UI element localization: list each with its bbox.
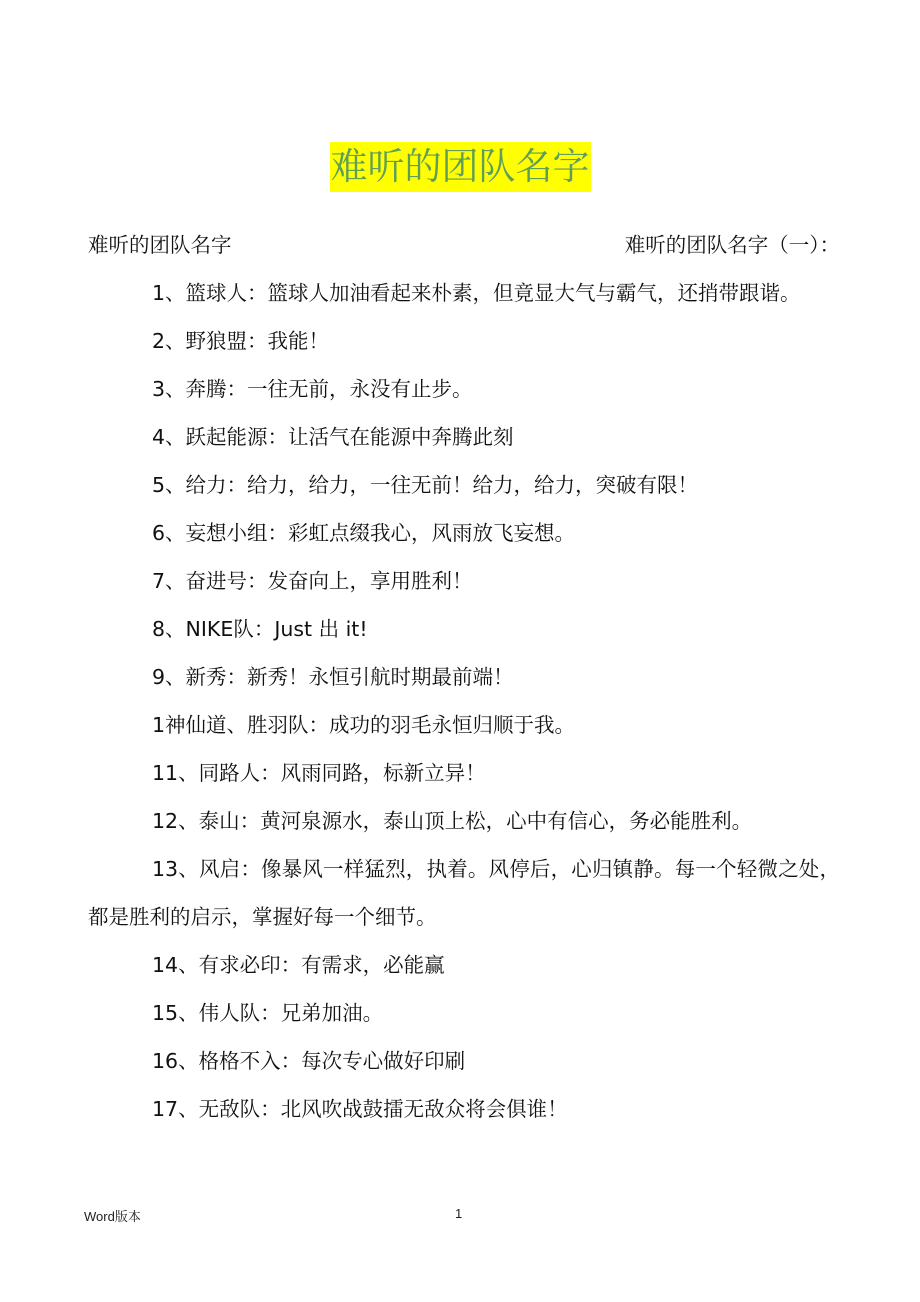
list-item: 7、奋进号：发奋向上，享用胜利！: [152, 569, 473, 593]
list-item: 8、NIKE队：Just 出 it!: [152, 617, 368, 641]
intro-left: 难听的团队名字: [88, 233, 232, 257]
list-item: 9、新秀：新秀！永恒引航时期最前端！: [152, 665, 514, 689]
intro-line: [88, 221, 840, 269]
list-item: 13、风启：像暴风一样猛烈，执着。风停后，心归镇静。每一个轻微之处，都是胜利的启示，掌握好每一个细节。: [88, 857, 840, 929]
page-number: 1: [455, 1206, 463, 1221]
list-item: 14、有求必印：有需求，必能赢: [152, 953, 445, 977]
list-item: 2、野狼盟：我能！: [152, 329, 330, 353]
title-wrap: [0, 142, 920, 192]
list-item: 5、给力：给力，给力，一往无前！给力，给力，突破有限！: [152, 473, 699, 497]
list-item: 3、奔腾：一往无前，永没有止步。: [152, 377, 473, 401]
list-item: 16、格格不入：每次专心做好印刷: [152, 1049, 466, 1073]
list-item: 12、泰山：黄河泉源水，泰山顶上松，心中有信心，务必能胜利。: [152, 809, 753, 833]
team-name-list: [88, 269, 840, 1133]
footer-version: Word版本: [84, 1209, 141, 1224]
list-item: 15、伟人队：兄弟加油。: [152, 1001, 384, 1025]
list-item: 1神仙道、胜羽队：成功的羽毛永恒归顺于我。: [152, 713, 576, 737]
document-title: 难听的团队名字: [330, 142, 591, 192]
list-item: 4、跃起能源：让活气在能源中奔腾此刻: [152, 425, 514, 449]
intro-right: 难听的团队名字（一）：: [624, 233, 840, 257]
list-item: 1、篮球人：篮球人加油看起来朴素，但竟显大气与霸气，还捎带跟谐。: [152, 281, 801, 305]
document-body: [88, 221, 840, 1133]
list-item: 6、妄想小组：彩虹点缀我心，风雨放飞妄想。: [152, 521, 576, 545]
list-item: 17、无敌队：北风吹战鼓擂无敌众将会俱谁！: [152, 1097, 568, 1121]
list-item: 11、同路人：风雨同路，标新立异！: [152, 761, 486, 785]
